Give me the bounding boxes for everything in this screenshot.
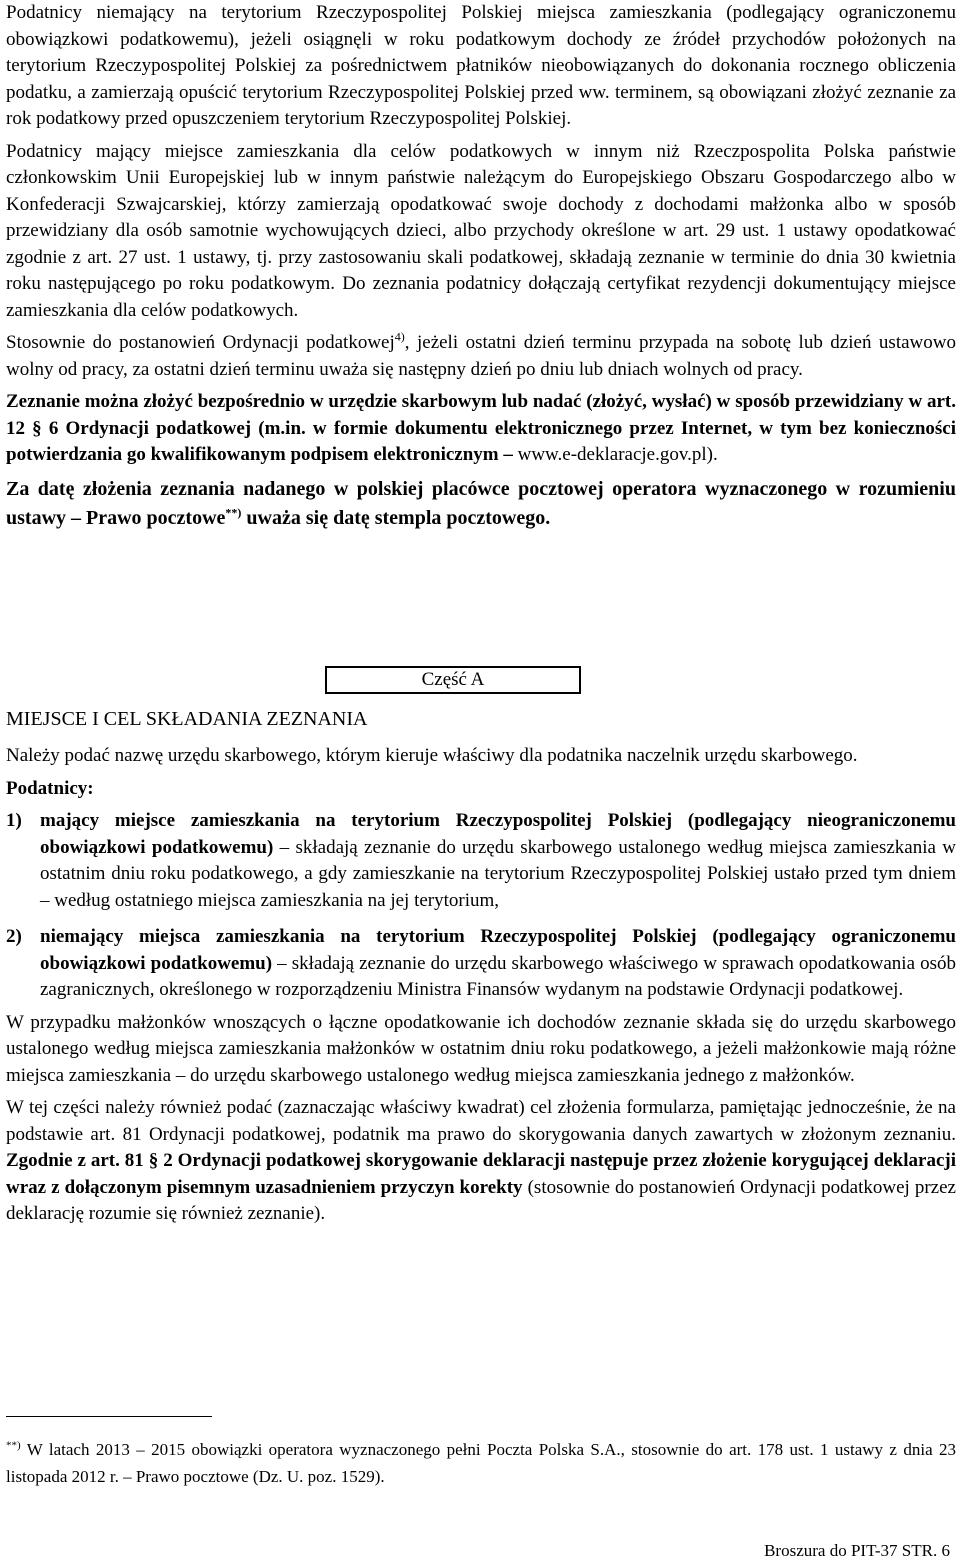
footnote-separator bbox=[6, 1416, 212, 1417]
paragraph-deadline-rule bbox=[6, 330, 956, 383]
paragraph-nonresident-departure: Podatnicy niemający na terytorium Rzeczypospolitej Polskiej miejsca zamieszkania (podlegający ograniczonemu obowiązkowi podatkowemu), jeżeli osiągnęli w roku podatkowym dochody ze źródeł przychodów położonych na terytorium Rzeczypospolitej Polskiej za pośrednictwem płatników nieobowiązanych do dokonania rocznego obliczenia podatku, a zamierzają opuścić terytorium Rzeczypospolitej Polskiej przed ww. terminem, są obowiązani złożyć zeznanie za rok podatkowy przed opuszczeniem terytorium Rzeczypospolitej Polskiej. bbox=[6, 2, 956, 129]
paragraph-eu-residents: Podatnicy mający miejsce zamieszkania dla celów podatkowych w innym niż Rzeczpospolita Polska państwie członkowskim Unii Europejskiej lub w innym państwie należącym do Europejskiego Obszaru Gospodarczego albo w Konfederacji Szwajcarskiej, którzy zamierzają opodatkować swoje dochody z dochodami małżonka albo w sposób przewidziany dla osób samotnie wychowujących dzieci, albo przychody określone w art. 29 ust. 1 ustawy opodatkować zgodnie z art. 27 ust. 1 ustawy, tj. przy zastosowaniu skali podatkowej, składają zeznanie w terminie do dnia 30 kwietnia roku następującego po roku podatkowym. Do zeznania podatnicy dołączają certyfikat rezydencji dokumentujący miejsce zamieszkania dla celów podatkowych. bbox=[6, 140, 956, 321]
footnote-postal-operator bbox=[6, 1436, 956, 1490]
footnote-ref-4: 4) bbox=[394, 329, 405, 344]
paragraph-postmark-date bbox=[6, 475, 956, 533]
list-item-number: 2) bbox=[6, 926, 22, 947]
footnote-ref-postal: **) bbox=[225, 504, 242, 519]
e-deklaracje-link-text: www.e-deklaracje.gov.pl). bbox=[512, 444, 718, 465]
list-item-text: niemający miejsca zamieszkania na terytorium Rzeczypospolitej Polskiej (podlegający ograniczonemu obowiązkowi podatkowemu) – składają zeznanie do urzędu skarbowego właściwego w sprawach opodatkowania osób zagranicznych, określonego w rozporządzeniu Ministra Finansów wydanym na podstawie Ordynacji podatkowej. bbox=[40, 926, 956, 1000]
list-item bbox=[6, 924, 956, 1004]
footnote-marker: **) bbox=[6, 1439, 21, 1452]
postmark-text-b: uważa się datę stempla pocztowego. bbox=[241, 506, 551, 529]
document-page bbox=[6, 0, 956, 533]
section-part-a-box bbox=[325, 666, 581, 694]
postmark-text-a: Za datę złożenia zeznania nadanego w polskiej placówce pocztowej operatora wyznaczonego w rozumieniu ustawy – Prawo pocztowe bbox=[6, 477, 956, 529]
document-page-lower bbox=[6, 705, 956, 1228]
section-title: MIEJSCE I CEL SKŁADANIA ZEZNANIA bbox=[6, 708, 368, 730]
list-item-number: 1) bbox=[6, 810, 22, 831]
page-footer: Broszura do PIT-37 STR. 6 bbox=[764, 1541, 950, 1560]
podatnicy-label: Podatnicy: bbox=[6, 777, 94, 799]
submission-methods-bold: Zeznanie można złożyć bezpośrednio w urzędzie skarbowym lub nadać (złożyć, wysłać) w sposób przewidziany w art. 12 § 6 Ordynacji podatkowej (m.in. w formie dokumentu elektronicznego przez Internet, w tym bez konieczności potwierdzania go kwalifikowanym podpisem elektronicznym – bbox=[6, 391, 956, 465]
footnote-text: W latach 2013 – 2015 obowiązki operatora wyznaczonego pełni Poczta Polska S.A., stosownie do art. 178 ust. 1 ustawy z dnia 23 listopada 2012 r. – Prawo pocztowe (Dz. U. poz. 1529). bbox=[6, 1440, 956, 1486]
deadline-text-b: , jeżeli ostatni dzień terminu przypada na sobotę lub dzień ustawowo wolny od pracy, za ostatni dzień terminu uważa się następny dzień po dniu lub dniach wolnych od pracy. bbox=[6, 332, 956, 380]
paragraph-submission-methods bbox=[6, 389, 956, 469]
taxpayer-list bbox=[6, 808, 956, 1004]
paragraph-spouses: W przypadku małżonków wnoszących o łączne opodatkowanie ich dochodów zeznanie składa się do urzędu skarbowego ustalonego według miejsca zamieszkania małżonków w ostatnim dniu roku podatkowego, a jeżeli małżonkowie mają różne miejsca zamieszkania – do urzędu skarbowego ustalonego według miejsca zamieszkania jednego z małżonków. bbox=[6, 1011, 956, 1086]
correction-bold: Zgodnie z art. 81 § 2 Ordynacji podatkowej skorygowanie deklaracji następuje przez złożenie korygującej deklaracji wraz z dołączonym pisemnym uzasadnieniem przyczyn korekty bbox=[6, 1150, 956, 1198]
paragraph-correction: W tej części należy również podać (zaznaczając właściwy kwadrat) cel złożenia formularza, pamiętając jednocześnie, że na podstawie art. 81 Ordynacji podatkowej, podatnik ma prawo do skorygowania danych zawartych w złożonym zeznaniu. Zgodnie z art. 81 § 2 Ordynacji podatkowej skorygowanie deklaracji następuje przez złożenie korygującej deklaracji wraz z dołączonym pisemnym uzasadnieniem przyczyn korekty (stosownie do postanowień Ordynacji podatkowej przez deklarację rozumie się również zeznanie). bbox=[6, 1097, 956, 1224]
list-item-text: mający miejsce zamieszkania na terytorium Rzeczypospolitej Polskiej (podlegający nieograniczonemu obowiązkowi podatkowemu) – składają zeznanie do urzędu skarbowego ustalonego według miejsca zamieszkania w ostatnim dniu roku podatkowego, a gdy zamieszkanie na terytorium Rzeczypospolitej Polskiej ustało przed tym dniem – według ostatniego miejsca zamieszkania na jej terytorium, bbox=[40, 810, 956, 911]
part-a-label: Część A bbox=[421, 669, 485, 690]
paragraph-tax-office-name: Należy podać nazwę urzędu skarbowego, którym kieruje właściwy dla podatnika naczelnik urzędu skarbowego. bbox=[6, 745, 858, 766]
deadline-text-a: Stosownie do postanowień Ordynacji podatkowej bbox=[6, 332, 395, 353]
list-item bbox=[6, 808, 956, 914]
